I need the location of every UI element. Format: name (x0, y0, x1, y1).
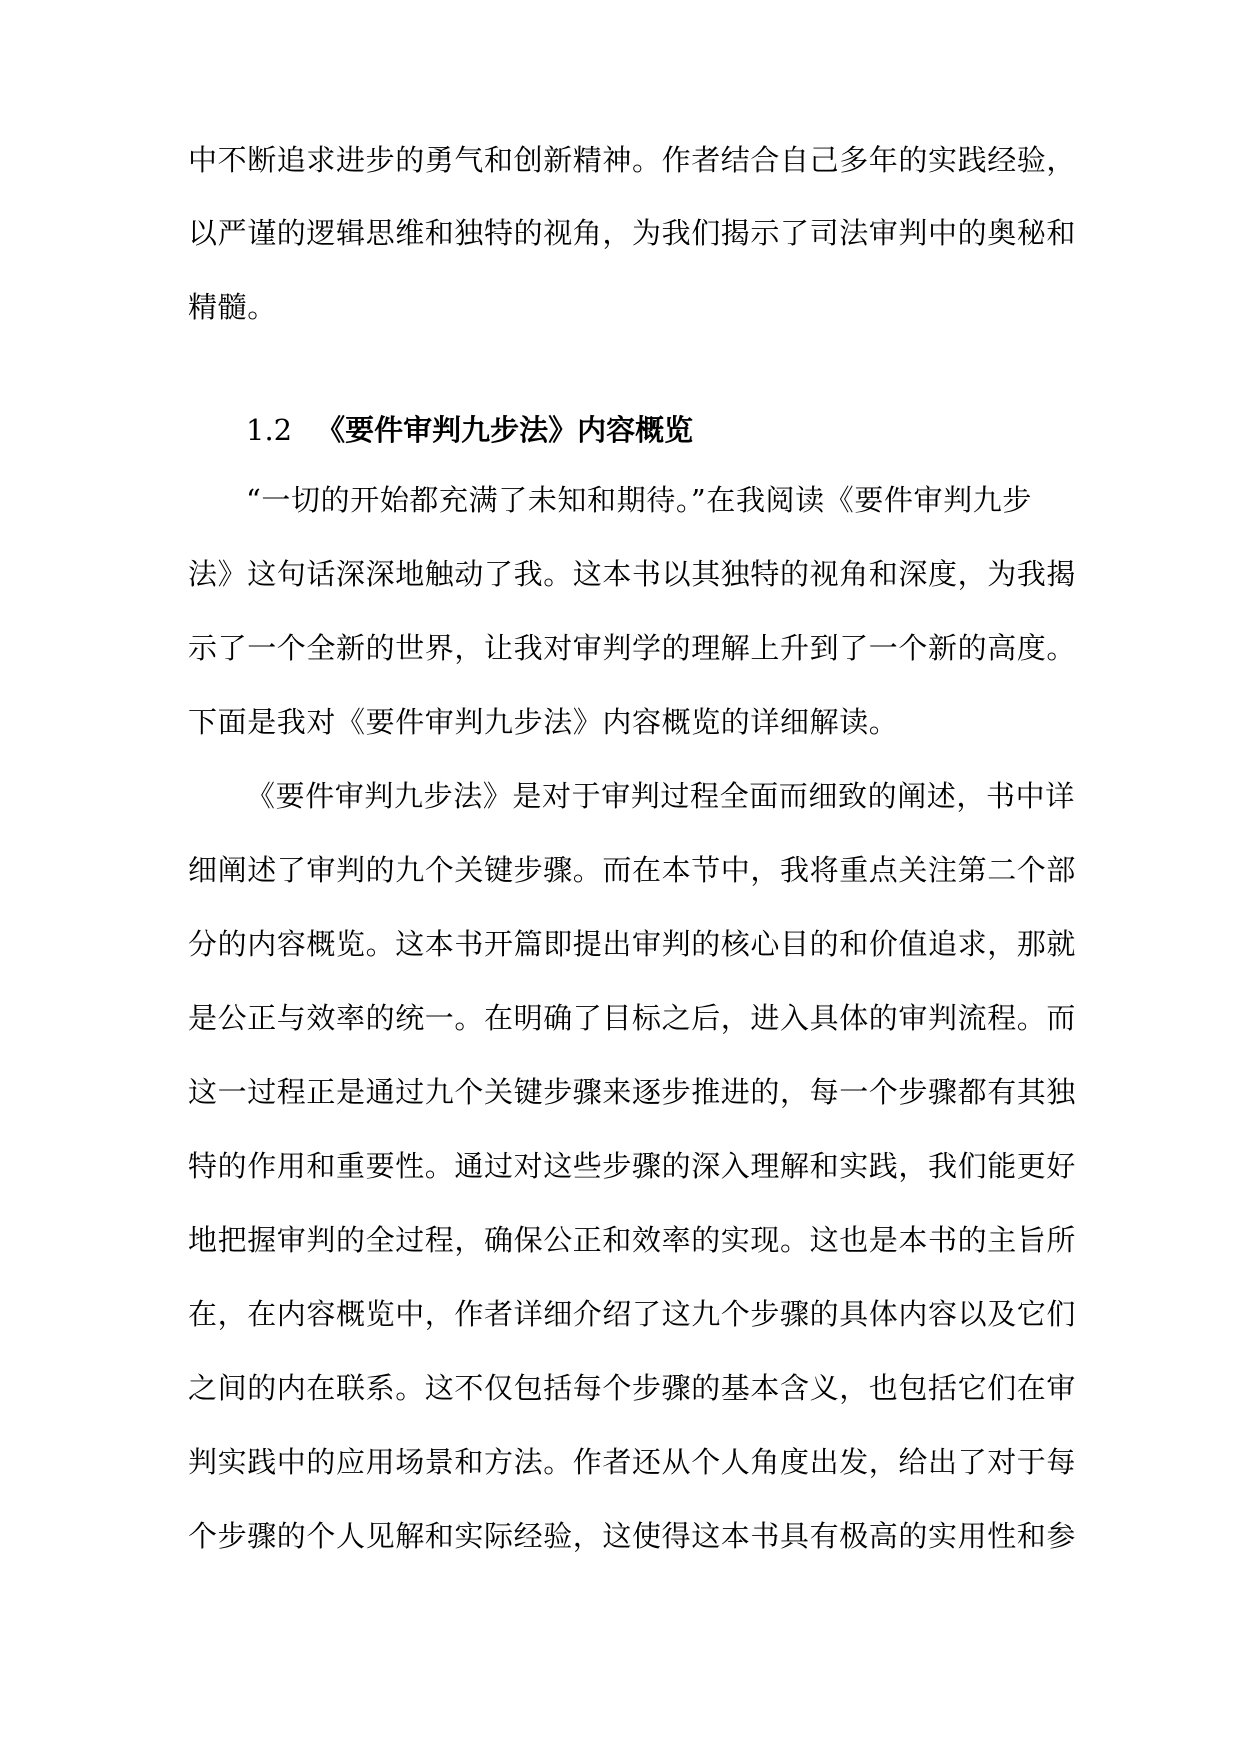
paragraph-3-line-10: 判实践中的应用场景和方法。作者还从个人角度出发，给出了对于每 (188, 1445, 1077, 1479)
paragraph-2-line-2: 法》这句话深深地触动了我。这本书以其独特的视角和深度，为我揭 (188, 557, 1077, 591)
paragraph-1-line-2: 以严谨的逻辑思维和独特的视角，为我们揭示了司法审判中的奥秘和 (188, 216, 1077, 250)
paragraph-3-line-8: 在，在内容概览中，作者详细介绍了这九个步骤的具体内容以及它们 (188, 1297, 1077, 1331)
section-heading (246, 410, 693, 450)
paragraph-3-line-4: 是公正与效率的统一。在明确了目标之后，进入具体的审判流程。而 (188, 1001, 1077, 1035)
paragraph-3-line-7: 地把握审判的全过程，确保公正和效率的实现。这也是本书的主旨所 (188, 1223, 1077, 1257)
paragraph-3-line-3: 分的内容概览。这本书开篇即提出审判的核心目的和价值追求，那就 (188, 927, 1077, 961)
paragraph-3-line-2: 细阐述了审判的九个关键步骤。而在本节中，我将重点关注第二个部 (188, 853, 1077, 887)
paragraph-1-line-3: 精髓。 (188, 290, 277, 324)
paragraph-3-line-6: 特的作用和重要性。通过对这些步骤的深入理解和实践，我们能更好 (188, 1149, 1077, 1183)
section-number: 1.2 (246, 413, 293, 447)
paragraph-3-line-5: 这一过程正是通过九个关键步骤来逐步推进的，每一个步骤都有其独 (188, 1075, 1077, 1109)
paragraph-1-line-1: 中不断追求进步的勇气和创新精神。作者结合自己多年的实践经验， (188, 143, 1077, 177)
paragraph-2-line-4: 下面是我对《要件审判九步法》内容概览的详细解读。 (188, 705, 899, 739)
paragraph-3-line-9: 之间的内在联系。这不仅包括每个步骤的基本含义，也包括它们在审 (188, 1371, 1077, 1405)
paragraph-3-line-1: 《要件审判九步法》是对于审判过程全面而细致的阐述，书中详 (246, 779, 1075, 813)
paragraph-2-line-1: “一切的开始都充满了未知和期待。”在我阅读《要件审判九步 (246, 483, 1032, 517)
section-title: 《要件审判九步法》内容概览 (316, 413, 694, 447)
paragraph-2-line-3: 示了一个全新的世界，让我对审判学的理解上升到了一个新的高度。 (188, 631, 1077, 665)
paragraph-3-line-11: 个步骤的个人见解和实际经验，这使得这本书具有极高的实用性和参 (188, 1519, 1077, 1553)
